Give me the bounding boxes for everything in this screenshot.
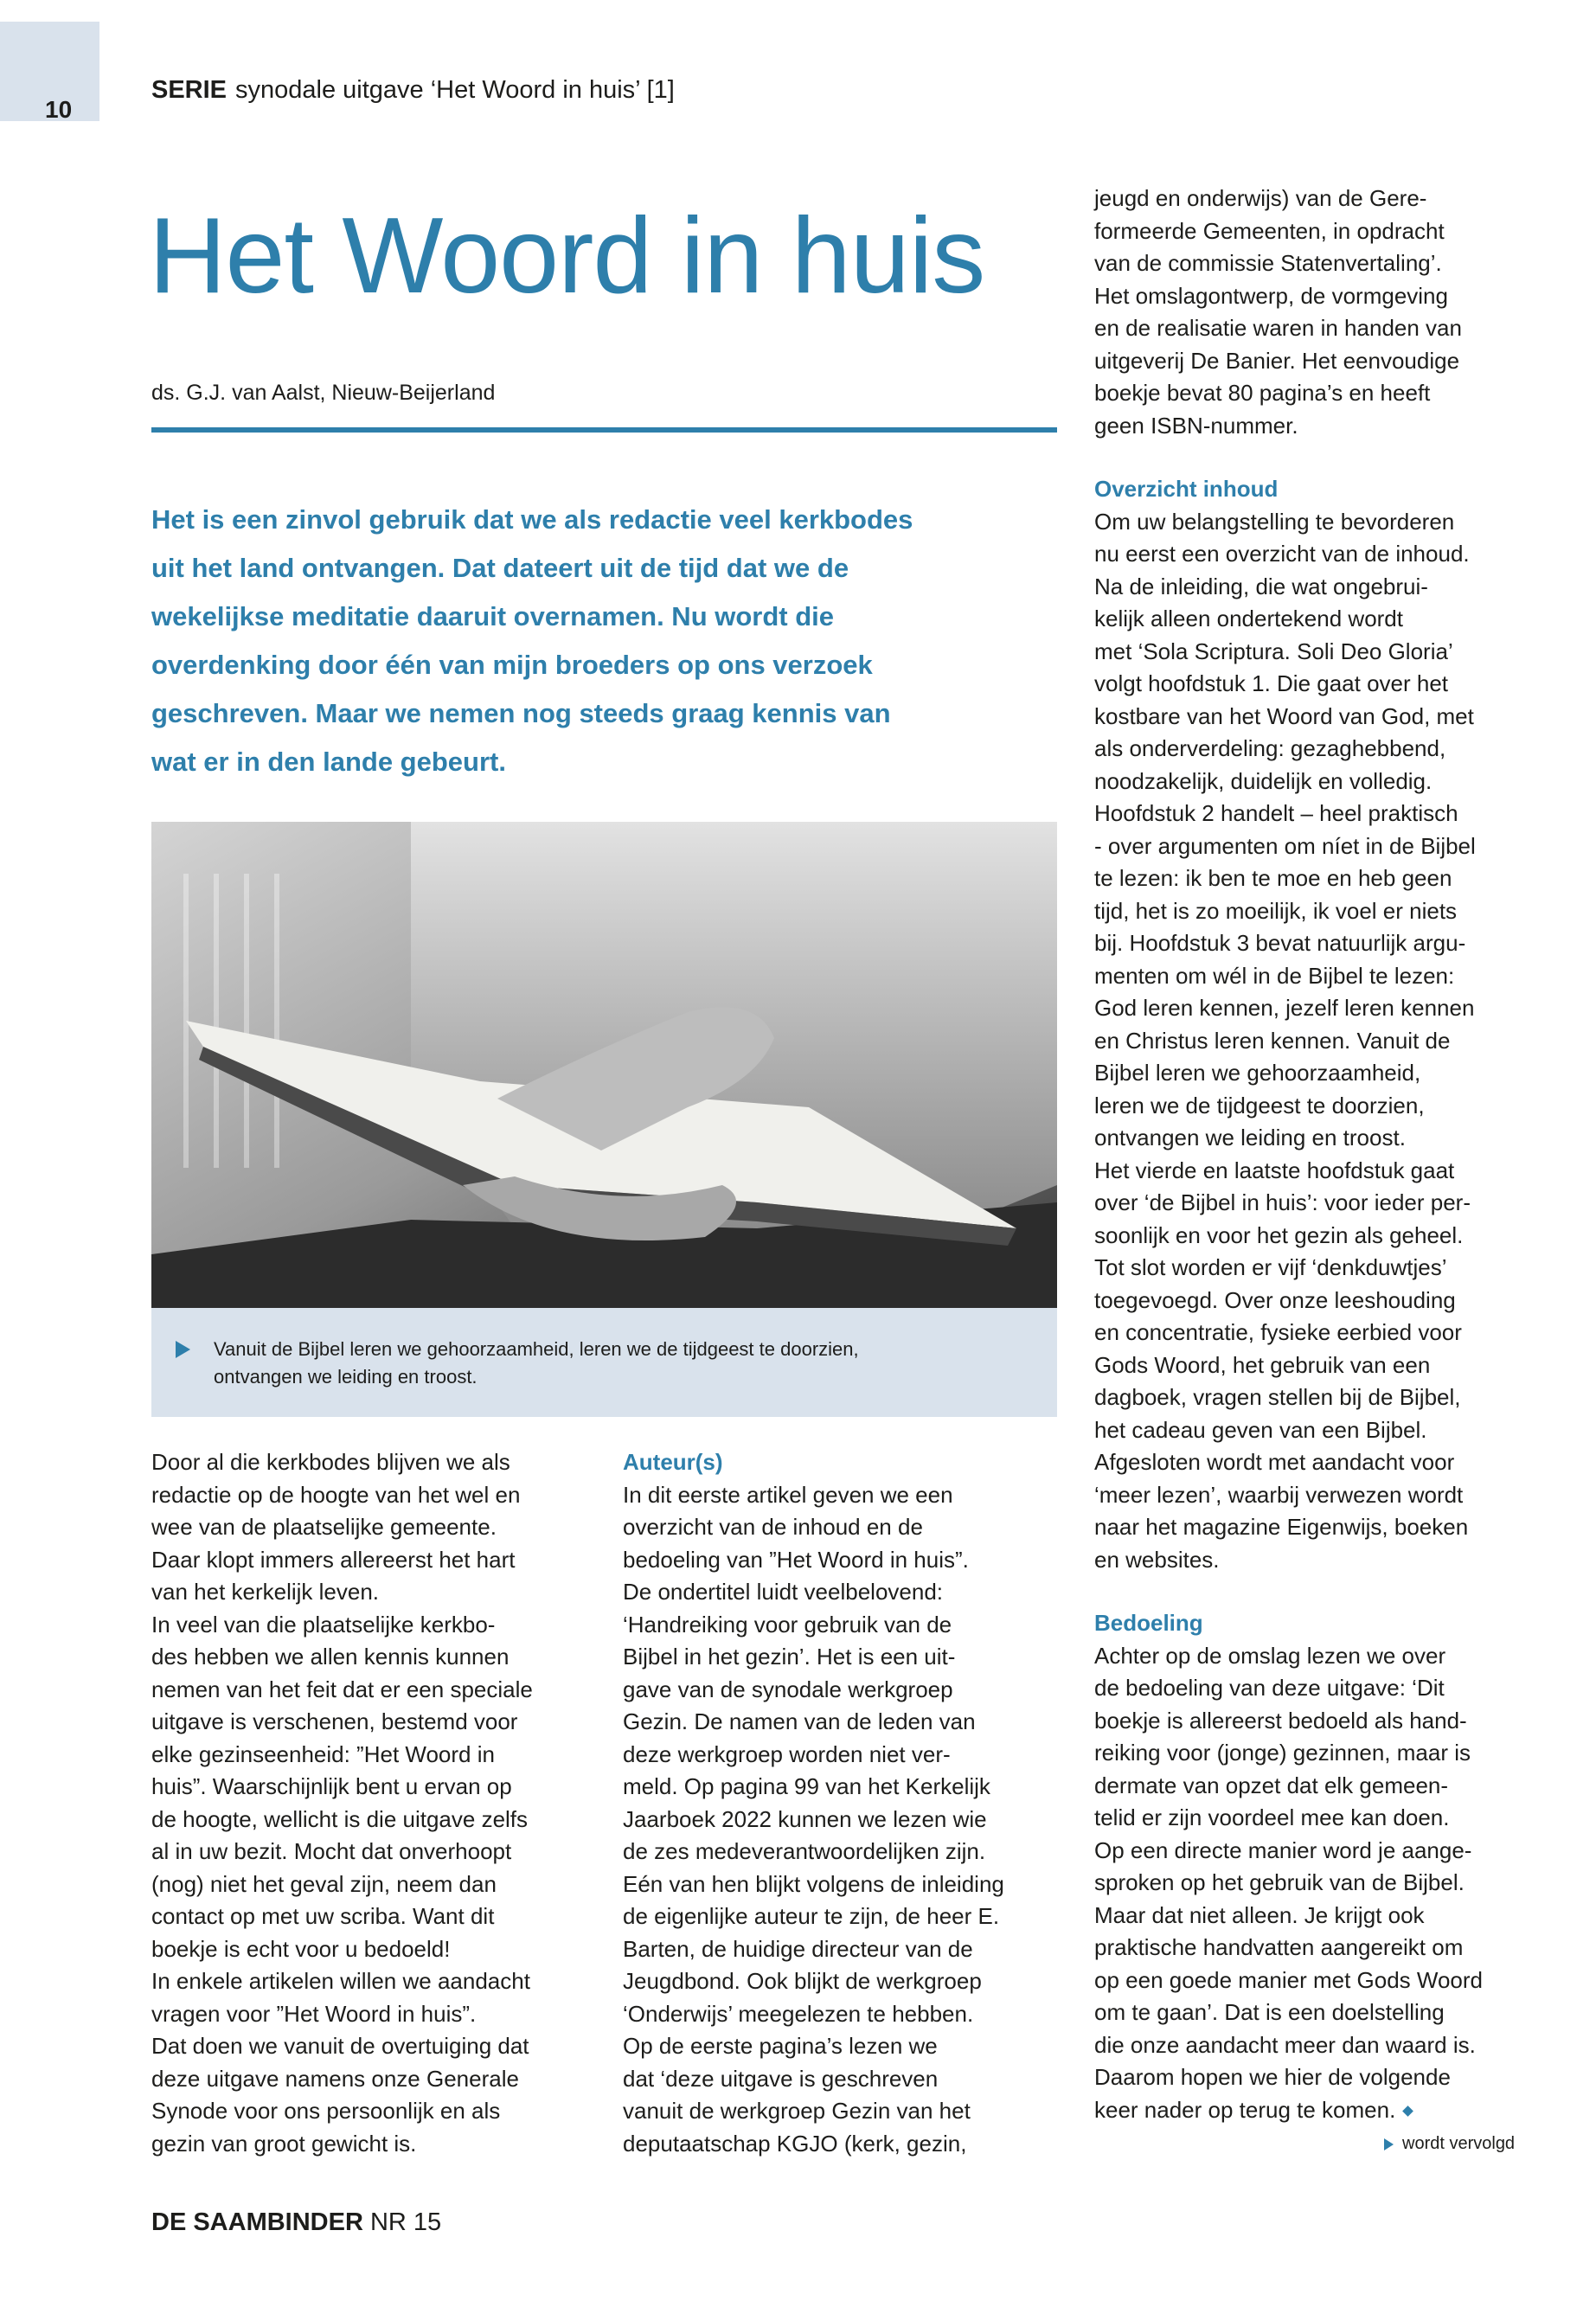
body-line: uitgeverij De Banier. Het eenvoudige [1094, 347, 1460, 374]
section-heading: Overzicht inhoud [1094, 476, 1279, 502]
body-line: reiking voor (jonge) gezinnen, maar is [1094, 1740, 1471, 1766]
body-line: te lezen: ik ben te moe en heb geen [1094, 865, 1452, 891]
lead-paragraph [151, 496, 913, 786]
body-line: Het vierde en laatste hoofdstuk gaat [1094, 1157, 1455, 1183]
body-line: In veel van die plaatselijke kerkbo- [151, 1611, 496, 1638]
article-title: Het Woord in huis [149, 196, 985, 316]
body-line: nu eerst een overzicht van de inhoud. [1094, 541, 1470, 567]
body-line: nemen van het feit dat er een speciale [151, 1676, 533, 1702]
caption-line: ontvangen we leiding en troost. [214, 1366, 478, 1388]
body-line: Om uw belangstelling te bevorderen [1094, 508, 1455, 535]
body-line: Eén van hen blijkt volgens de inleiding [623, 1870, 1004, 1897]
body-line: boekje is echt voor u bedoeld! [151, 1935, 451, 1962]
article-photo [151, 822, 1057, 1308]
body-line: Jaarboek 2022 kunnen we lezen wie [623, 1805, 987, 1832]
body-line: met ‘Sola Scriptura. Soli Deo Gloria’ [1094, 638, 1453, 664]
body-line: ontvangen we leiding en troost. [1094, 1125, 1406, 1150]
body-line: deputaatschap KGJO (kerk, gezin, [623, 2130, 967, 2157]
body-line: toegevoegd. Over onze leeshouding [1094, 1286, 1456, 1313]
lead-line: wekelijkse meditatie daaruit overnamen. Nu wordt die [151, 601, 835, 631]
body-line: en concentratie, fysieke eerbied voor [1094, 1319, 1462, 1345]
body-line: de hoogte, wellicht is die uitgave zelfs [151, 1805, 529, 1832]
body-column-3 [1094, 183, 1483, 2126]
body-line: dagboek, vragen stellen bij de Bijbel, [1094, 1384, 1461, 1410]
body-line: kostbare van het Woord van God, met [1094, 702, 1474, 729]
body-line: Afgesloten wordt met aandacht voor [1094, 1449, 1455, 1475]
body-line: de zes medeverantwoordelijken zijn. [623, 1838, 986, 1864]
body-line: om te gaan’. Dat is een doelstelling [1094, 1999, 1445, 2025]
series-label: SERIE [151, 76, 228, 104]
body-line: soonlijk en voor het gezin als geheel. [1094, 1221, 1464, 1248]
body-line: boekje bevat 80 pagina’s en heeft [1094, 380, 1431, 406]
body-line: Het omslagontwerp, de vormgeving [1094, 282, 1448, 309]
body-line: tijd, het is zo moeilijk, ik voel er niets [1094, 897, 1458, 924]
body-line: des hebben we allen kennis kunnen [151, 1644, 510, 1670]
body-line: en Christus leren kennen. Vanuit de [1094, 1027, 1451, 1054]
body-line: ‘Onderwijs’ meegelezen te hebben. [623, 2000, 974, 2027]
body-line: deze werkgroep worden niet ver- [623, 1740, 951, 1767]
body-line: de bedoeling van deze uitgave: ‘Dit [1094, 1675, 1445, 1701]
continued-text: wordt vervolgd [1402, 2134, 1516, 2153]
body-line: vanuit de werkgroep Gezin van het [623, 2098, 971, 2124]
body-line: ‘Handreiking voor gebruik van de [623, 1611, 952, 1638]
body-line: leren we de tijdgeest te doorzien, [1094, 1092, 1425, 1118]
body-line: vragen voor ”Het Woord in huis”. [151, 2000, 477, 2027]
body-line-text: keer nader op terug te komen. [1094, 2096, 1396, 2123]
byline: ds. G.J. van Aalst, Nieuw-Beijerland [151, 381, 496, 405]
body-line: overzicht van de inhoud en de [623, 1514, 923, 1540]
body-line: contact op met uw scriba. Want dit [151, 1903, 495, 1929]
body-line: bij. Hoofdstuk 3 bevat natuurlijk argu- [1094, 930, 1466, 956]
end-diamond-icon [1402, 2106, 1413, 2117]
body-line: deze uitgave namens onze Generale [151, 2065, 519, 2092]
body-line: op een goede manier met Gods Woord [1094, 1966, 1484, 1993]
body-line: geen ISBN-nummer. [1094, 412, 1298, 439]
magazine-name: DE SAAMBINDER [151, 2208, 363, 2236]
series-header [151, 76, 675, 105]
caption-line: Vanuit de Bijbel leren we gehoorzaamheid, leren we de tijdgeest te doorzien, [214, 1338, 859, 1360]
body-line: ‘meer lezen’, waarbij verwezen wordt [1094, 1481, 1464, 1508]
body-line: elke gezinseenheid: ”Het Woord in [151, 1740, 495, 1767]
body-line: uitgave is verschenen, bestemd voor [151, 1708, 518, 1734]
body-line: Barten, de huidige directeur van de [623, 1935, 973, 1962]
body-column-1 [151, 1446, 533, 2160]
body-line: meld. Op pagina 99 van het Kerkelijk [623, 1773, 990, 1799]
paragraph-gap [1094, 1576, 1483, 1607]
photo-caption [151, 1308, 1057, 1417]
body-line: Op de eerste pagina’s lezen we [623, 2033, 938, 2059]
body-line: bedoeling van ”Het Woord in huis”. [623, 1546, 969, 1573]
body-line: Gods Woord, het gebruik van een [1094, 1351, 1431, 1378]
body-line: Tot slot worden er vijf ‘denkduwtjes’ [1094, 1254, 1447, 1280]
body-line: Synode voor ons persoonlijk en als [151, 2098, 501, 2124]
continued-arrow-icon [1384, 2138, 1394, 2150]
section-heading: Bedoeling [1094, 1610, 1203, 1636]
body-line: huis”. Waarschijnlijk bent u ervan op [151, 1773, 512, 1799]
body-line: de eigenlijke auteur te zijn, de heer E. [623, 1903, 1000, 1929]
lead-line: Het is een zinvol gebruik dat we als redactie veel kerkbodes [151, 504, 913, 535]
body-line: volgt hoofdstuk 1. Die gaat over het [1094, 670, 1449, 696]
body-column-2 [623, 1446, 1004, 2160]
body-line: naar het magazine Eigenwijs, boeken [1094, 1514, 1469, 1540]
body-line: telid er zijn voordeel mee kan doen. [1094, 1804, 1450, 1830]
body-line: dat ‘deze uitgave is geschreven [623, 2065, 939, 2092]
lead-line: geschreven. Maar we nemen nog steeds graag kennis van [151, 698, 891, 728]
body-line: jeugd en onderwijs) van de Gere- [1094, 185, 1427, 211]
body-line: Maar dat niet alleen. Je krijgt ook [1094, 1901, 1425, 1928]
body-line: God leren kennen, jezelf leren kennen [1094, 995, 1475, 1021]
body-line: In enkele artikelen willen we aandacht [151, 1968, 530, 1994]
page-number: 10 [45, 96, 73, 123]
footer [151, 2208, 441, 2237]
paragraph-gap [1094, 442, 1483, 473]
body-line: Bijbel leren we gehoorzaamheid, [1094, 1060, 1421, 1086]
body-line: gave van de synodale werkgroep [623, 1676, 953, 1702]
section-heading: Auteur(s) [623, 1449, 723, 1475]
lead-line: uit het land ontvangen. Dat dateert uit de tijd dat we de [151, 553, 849, 583]
body-line: boekje is allereerst bedoeld als hand- [1094, 1707, 1467, 1734]
body-line: en de realisatie waren in handen van [1094, 315, 1462, 341]
body-line: het cadeau geven van een Bijbel. [1094, 1416, 1427, 1443]
body-line: Op een directe manier word je aange- [1094, 1836, 1472, 1863]
body-line: Achter op de omslag lezen we over [1094, 1642, 1446, 1669]
body-line: noodzakelijk, duidelijk en volledig. [1094, 767, 1433, 794]
caption-arrow-icon [176, 1341, 190, 1358]
body-line: - over argumenten om níet in de Bijbel [1094, 832, 1476, 859]
body-line: kelijk alleen ondertekend wordt [1094, 606, 1403, 631]
series-title: synodale uitgave ‘Het Woord in huis’ [1] [235, 76, 675, 104]
body-line: van het kerkelijk leven. [151, 1579, 380, 1605]
body-line: als onderverdeling: gezaghebbend, [1094, 735, 1446, 761]
body-line: Jeugdbond. Ook blijkt de werkgroep [623, 1968, 982, 1994]
body-line: Dat doen we vanuit de overtuiging dat [151, 2033, 529, 2059]
body-line: In dit eerste artikel geven we een [623, 1481, 953, 1508]
issue-number: NR 15 [369, 2208, 442, 2236]
body-line: Bijbel in het gezin’. Het is een uit- [623, 1644, 956, 1670]
body-line: (nog) niet het geval zijn, neem dan [151, 1870, 497, 1897]
body-line: dermate van opzet dat elk gemeen- [1094, 1772, 1449, 1798]
body-line: wee van de plaatselijke gemeente. [151, 1514, 497, 1540]
body-line: al in uw bezit. Mocht dat onverhoopt [151, 1838, 512, 1864]
body-line: Door al die kerkbodes blijven we als [151, 1449, 510, 1475]
lead-line: overdenking door één van mijn broeders op ons verzoek [151, 650, 873, 680]
body-line: die onze aandacht meer dan waard is. [1094, 2031, 1476, 2058]
body-line: Daar klopt immers allereerst het hart [151, 1546, 516, 1573]
body-line: van de commissie Statenvertaling’. [1094, 250, 1442, 276]
title-divider [151, 427, 1057, 433]
body-line: Daarom hopen we hier de volgende [1094, 2064, 1451, 2090]
body-line: menten om wél in de Bijbel te lezen: [1094, 962, 1455, 989]
body-line: en websites. [1094, 1546, 1220, 1573]
body-line: praktische handvatten aangereikt om [1094, 1934, 1464, 1960]
body-line: over ‘de Bijbel in huis’: voor ieder per- [1094, 1189, 1471, 1215]
body-line [1094, 2094, 1483, 2127]
body-line: sproken op het gebruik van de Bijbel. [1094, 1869, 1465, 1895]
body-line: Gezin. De namen van de leden van [623, 1708, 976, 1734]
page-number-box [0, 22, 99, 121]
body-line: Na de inleiding, die wat ongebrui- [1094, 573, 1428, 599]
body-line: De ondertitel luidt veelbelovend: [623, 1579, 944, 1605]
lead-line: wat er in den lande gebeurt. [151, 747, 506, 777]
body-line: redactie op de hoogte van het wel en [151, 1481, 521, 1508]
body-line: formeerde Gemeenten, in opdracht [1094, 217, 1445, 244]
continued-note [1384, 2134, 1515, 2154]
body-line: Hoofdstuk 2 handelt – heel praktisch [1094, 800, 1458, 826]
body-line: gezin van groot gewicht is. [151, 2130, 417, 2157]
